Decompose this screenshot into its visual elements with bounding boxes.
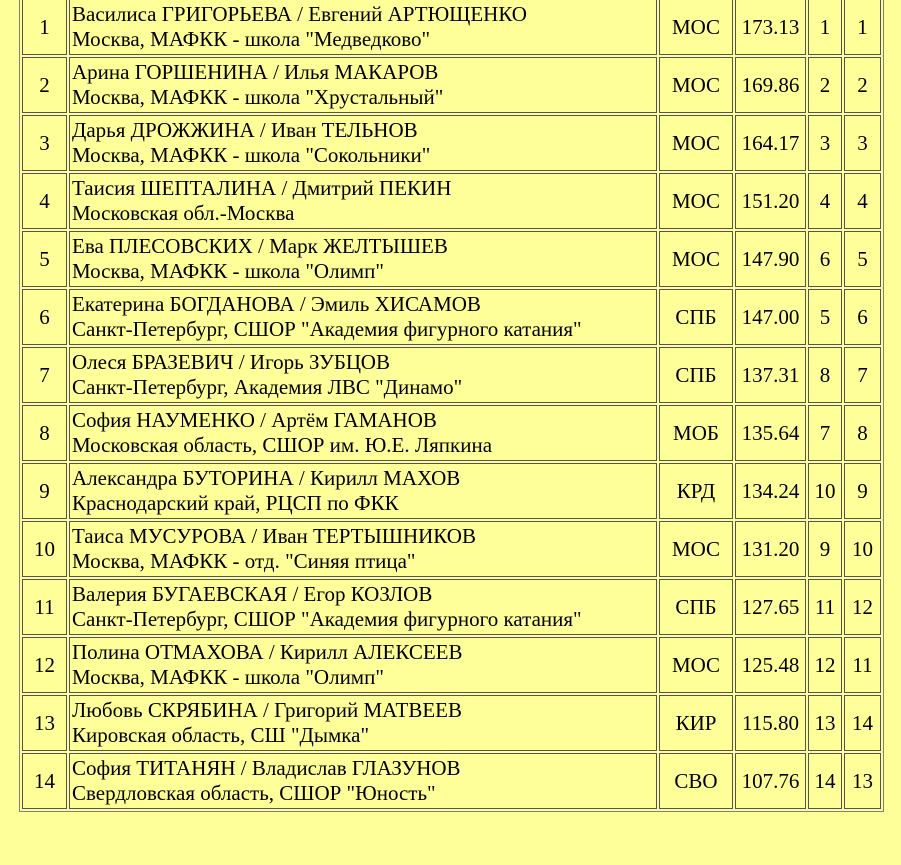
pair-club: Краснодарский край, РЦСП по ФКК	[72, 491, 399, 515]
nation-cell: СВО	[659, 753, 733, 809]
pair-cell	[69, 753, 657, 809]
pair-names: София ТИТАНЯН / Владислав ГЛАЗУНОВ	[72, 756, 461, 780]
pair-cell	[69, 463, 657, 519]
nation-cell: МОС	[659, 637, 733, 693]
place-cell: 12	[22, 637, 67, 693]
fs-place-cell: 5	[844, 231, 881, 287]
fs-place-cell: 13	[844, 753, 881, 809]
nation-cell: КРД	[659, 463, 733, 519]
sp-place-cell: 1	[808, 0, 842, 55]
table-row	[22, 173, 881, 229]
sp-place-cell: 5	[808, 289, 842, 345]
results-table-body	[22, 0, 881, 809]
pair-names: Ева ПЛЕСОВСКИХ / Марк ЖЕЛТЫШЕВ	[72, 234, 448, 258]
pair-names: Дарья ДРОЖЖИНА / Иван ТЕЛЬНОВ	[72, 118, 418, 142]
pair-cell	[69, 289, 657, 345]
table-row	[22, 115, 881, 171]
points-cell: 147.90	[735, 231, 806, 287]
pair-names: Александра БУТОРИНА / Кирилл МАХОВ	[72, 466, 461, 490]
place-cell: 2	[22, 57, 67, 113]
pair-cell	[69, 637, 657, 693]
table-row	[22, 0, 881, 55]
points-cell: 137.31	[735, 347, 806, 403]
pair-names: Полина ОТМАХОВА / Кирилл АЛЕКСЕЕВ	[72, 640, 463, 664]
fs-place-cell: 12	[844, 579, 881, 635]
nation-cell: МОС	[659, 57, 733, 113]
sp-place-cell: 11	[808, 579, 842, 635]
points-cell: 115.80	[735, 695, 806, 751]
pair-cell	[69, 521, 657, 577]
points-cell: 127.65	[735, 579, 806, 635]
nation-cell: МОС	[659, 115, 733, 171]
table-row	[22, 289, 881, 345]
nation-cell: МОС	[659, 521, 733, 577]
points-cell: 151.20	[735, 173, 806, 229]
pair-club: Свердловская область, СШОР "Юность"	[72, 781, 436, 805]
pair-club: Кировская область, СШ "Дымка"	[72, 723, 370, 747]
table-row	[22, 463, 881, 519]
pair-club: Москва, МАФКК - школа "Сокольники"	[72, 143, 431, 167]
place-cell: 14	[22, 753, 67, 809]
pair-cell	[69, 579, 657, 635]
pair-club: Москва, МАФКК - школа "Олимп"	[72, 259, 384, 283]
pair-club: Санкт-Петербург, Академия ЛВС "Динамо"	[72, 375, 463, 399]
nation-cell: СПБ	[659, 347, 733, 403]
sp-place-cell: 10	[808, 463, 842, 519]
table-row	[22, 57, 881, 113]
sp-place-cell: 4	[808, 173, 842, 229]
nation-cell: СПБ	[659, 289, 733, 345]
fs-place-cell: 2	[844, 57, 881, 113]
pair-club: Санкт-Петербург, СШОР "Академия фигурного катания"	[72, 607, 582, 631]
pair-club: Москва, МАФКК - школа "Хрустальный"	[72, 85, 444, 109]
place-cell: 13	[22, 695, 67, 751]
place-cell: 5	[22, 231, 67, 287]
fs-place-cell: 6	[844, 289, 881, 345]
sp-place-cell: 6	[808, 231, 842, 287]
fs-place-cell: 1	[844, 0, 881, 55]
place-cell: 1	[22, 0, 67, 55]
nation-cell: МОС	[659, 231, 733, 287]
place-cell: 8	[22, 405, 67, 461]
table-row	[22, 405, 881, 461]
sp-place-cell: 12	[808, 637, 842, 693]
sp-place-cell: 14	[808, 753, 842, 809]
pair-club: Москва, МАФКК - школа "Медведково"	[72, 27, 431, 51]
pair-cell	[69, 695, 657, 751]
sp-place-cell: 7	[808, 405, 842, 461]
pair-cell	[69, 347, 657, 403]
place-cell: 11	[22, 579, 67, 635]
fs-place-cell: 7	[844, 347, 881, 403]
points-cell: 164.17	[735, 115, 806, 171]
pair-names: Арина ГОРШЕНИНА / Илья МАКАРОВ	[72, 60, 439, 84]
points-cell: 107.76	[735, 753, 806, 809]
fs-place-cell: 10	[844, 521, 881, 577]
sp-place-cell: 9	[808, 521, 842, 577]
points-cell: 134.24	[735, 463, 806, 519]
pair-club: Московская область, СШОР им. Ю.Е. Ляпкина	[72, 433, 493, 457]
pair-names: Екатерина БОГДАНОВА / Эмиль ХИСАМОВ	[72, 292, 481, 316]
points-cell: 147.00	[735, 289, 806, 345]
points-cell: 125.48	[735, 637, 806, 693]
table-row	[22, 347, 881, 403]
nation-cell: МОС	[659, 0, 733, 55]
table-row	[22, 579, 881, 635]
pair-names: Таиса МУСУРОВА / Иван ТЕРТЫШНИКОВ	[72, 524, 476, 548]
pair-names: Таисия ШЕПТАЛИНА / Дмитрий ПЕКИН	[72, 176, 452, 200]
sp-place-cell: 13	[808, 695, 842, 751]
fs-place-cell: 14	[844, 695, 881, 751]
pair-cell	[69, 115, 657, 171]
pair-cell	[69, 0, 657, 55]
pair-cell	[69, 57, 657, 113]
table-row	[22, 753, 881, 809]
fs-place-cell: 4	[844, 173, 881, 229]
results-table	[19, 0, 884, 812]
place-cell: 9	[22, 463, 67, 519]
nation-cell: СПБ	[659, 579, 733, 635]
pair-names: Любовь СКРЯБИНА / Григорий МАТВЕЕВ	[72, 698, 462, 722]
pair-names: Олеся БРАЗЕВИЧ / Игорь ЗУБЦОВ	[72, 350, 390, 374]
pair-club: Санкт-Петербург, СШОР "Академия фигурного катания"	[72, 317, 582, 341]
fs-place-cell: 9	[844, 463, 881, 519]
points-cell: 169.86	[735, 57, 806, 113]
fs-place-cell: 11	[844, 637, 881, 693]
nation-cell: МОБ	[659, 405, 733, 461]
sp-place-cell: 8	[808, 347, 842, 403]
pair-cell	[69, 173, 657, 229]
table-row	[22, 231, 881, 287]
place-cell: 6	[22, 289, 67, 345]
pair-club: Москва, МАФКК - школа "Олимп"	[72, 665, 384, 689]
nation-cell: КИР	[659, 695, 733, 751]
fs-place-cell: 8	[844, 405, 881, 461]
pair-names: Василиса ГРИГОРЬЕВА / Евгений АРТЮЩЕНКО	[72, 2, 527, 26]
pair-club: Москва, МАФКК - отд. "Синяя птица"	[72, 549, 416, 573]
table-row	[22, 521, 881, 577]
table-row	[22, 695, 881, 751]
fs-place-cell: 3	[844, 115, 881, 171]
place-cell: 10	[22, 521, 67, 577]
points-cell: 173.13	[735, 0, 806, 55]
place-cell: 7	[22, 347, 67, 403]
sp-place-cell: 3	[808, 115, 842, 171]
place-cell: 4	[22, 173, 67, 229]
pair-cell	[69, 405, 657, 461]
pair-cell	[69, 231, 657, 287]
pair-names: София НАУМЕНКО / Артём ГАМАНОВ	[72, 408, 437, 432]
pair-club: Московская обл.-Москва	[72, 201, 295, 225]
points-cell: 131.20	[735, 521, 806, 577]
points-cell: 135.64	[735, 405, 806, 461]
table-row	[22, 637, 881, 693]
pair-names: Валерия БУГАЕВСКАЯ / Егор КОЗЛОВ	[72, 582, 433, 606]
place-cell: 3	[22, 115, 67, 171]
sp-place-cell: 2	[808, 57, 842, 113]
nation-cell: МОС	[659, 173, 733, 229]
